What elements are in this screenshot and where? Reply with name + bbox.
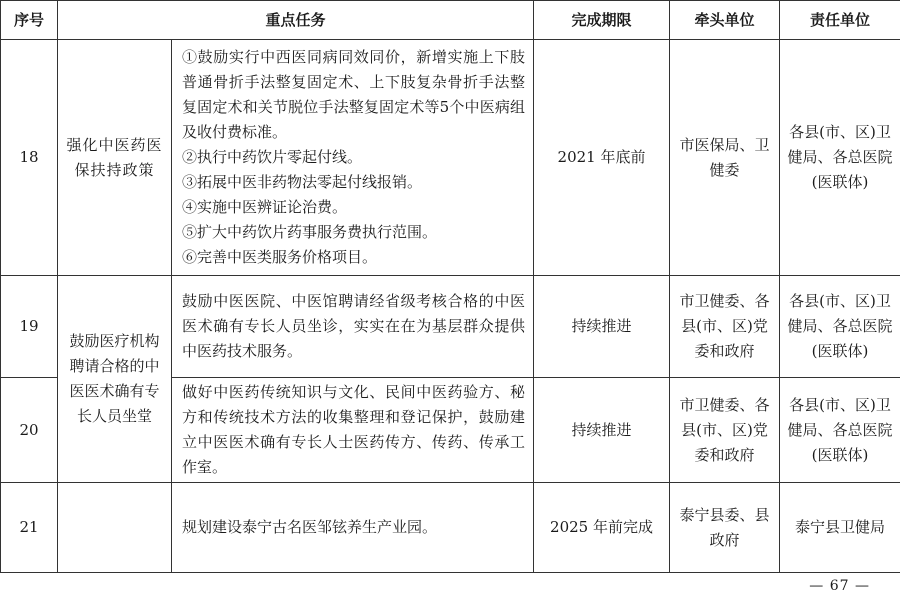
row20-deadline: 持续推进 xyxy=(534,378,670,483)
row21-lead: 泰宁县委、县政府 xyxy=(670,483,780,573)
row19-seq: 19 xyxy=(1,276,58,378)
table-row xyxy=(1,276,900,378)
table-row xyxy=(1,483,900,573)
row20-lead: 市卫健委、各县(市、区)党委和政府 xyxy=(670,378,780,483)
row19-deadline: 持续推进 xyxy=(534,276,670,378)
header-seq: 序号 xyxy=(1,1,58,40)
row21-resp: 泰宁县卫健局 xyxy=(780,483,900,573)
row20-task-text: 做好中医药传统知识与文化、民间中医药验方、秘方和传统技术方法的收集整理和登记保护，鼓励建立中医医术确有专长人士医药传方、传药、传承工作室。 xyxy=(182,383,526,476)
row21-category-empty xyxy=(58,483,172,573)
row19-20-category: 鼓励医疗机构聘请合格的中医医术确有专长人员坐堂 xyxy=(58,276,172,483)
row18-tasks xyxy=(172,40,534,276)
row19-resp: 各县(市、区)卫健局、各总医院(医联体) xyxy=(780,276,900,378)
row20-resp: 各县(市、区)卫健局、各总医院(医联体) xyxy=(780,378,900,483)
row18-task-5: ⑤扩大中药饮片药事服务费执行范围。 xyxy=(182,223,438,241)
row18-seq: 18 xyxy=(1,40,58,276)
table-row xyxy=(1,40,900,276)
row18-task-1: ①鼓励实行中西医同病同效同价，新增实施上下肢普通骨折手法整复固定术、上下肢复杂骨折手法整复固定术和关节脱位手法整复固定术等5个中医病组及收付费标准。 xyxy=(182,48,526,141)
row18-category: 强化中医药医保扶持政策 xyxy=(58,40,172,276)
row18-task-3: ③拓展中医非药物法零起付线报销。 xyxy=(182,173,423,191)
row21-task xyxy=(172,483,534,573)
row21-deadline: 2025 年前完成 xyxy=(534,483,670,573)
header-task: 重点任务 xyxy=(58,1,534,40)
row18-task-2: ②执行中药饮片零起付线。 xyxy=(182,148,363,166)
header-lead: 牵头单位 xyxy=(670,1,780,40)
header-resp: 责任单位 xyxy=(780,1,900,40)
header-deadline: 完成期限 xyxy=(534,1,670,40)
row21-seq: 21 xyxy=(1,483,58,573)
row19-lead: 市卫健委、各县(市、区)党委和政府 xyxy=(670,276,780,378)
row18-lead: 市医保局、卫健委 xyxy=(670,40,780,276)
row18-resp: 各县(市、区)卫健局、各总医院(医联体) xyxy=(780,40,900,276)
row21-task-text: 规划建设泰宁古名医邹铉养生产业园。 xyxy=(182,518,438,536)
page-number: — 67 — xyxy=(809,578,870,594)
row19-task-text: 鼓励中医医院、中医馆聘请经省级考核合格的中医医术确有专长人员坐诊，实实在在为基层群众提供中医药技术服务。 xyxy=(182,292,526,360)
row18-deadline: 2021 年底前 xyxy=(534,40,670,276)
row18-task-6: ⑥完善中医类服务价格项目。 xyxy=(182,248,378,266)
row19-task xyxy=(172,276,534,378)
table-header-row xyxy=(1,1,900,40)
row20-seq: 20 xyxy=(1,378,58,483)
row18-task-4: ④实施中医辨证论治费。 xyxy=(182,198,348,216)
row20-task xyxy=(172,378,534,483)
